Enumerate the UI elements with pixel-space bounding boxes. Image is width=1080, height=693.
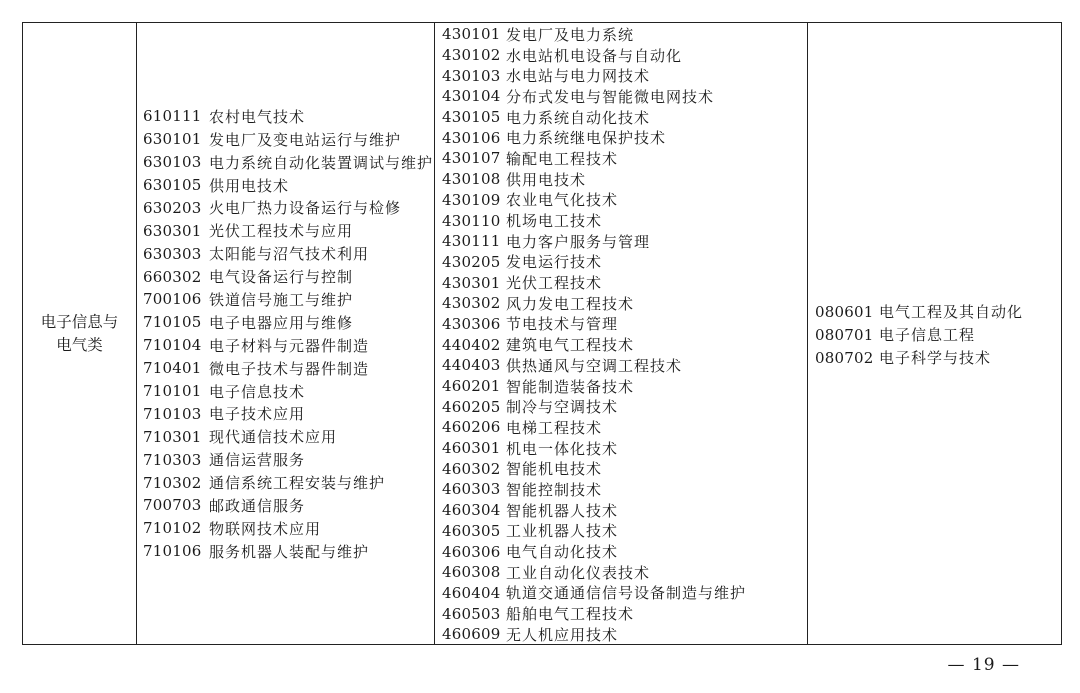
major-name: 电力系统自动化技术 xyxy=(506,108,651,127)
major-name: 供用电技术 xyxy=(506,170,587,189)
major-code: 460305 xyxy=(442,521,501,540)
major-code: 430306 xyxy=(442,314,501,333)
major-name: 分布式发电与智能微电网技术 xyxy=(506,87,715,106)
major-row xyxy=(143,517,433,540)
major-code: 710106 xyxy=(143,542,202,561)
major-row xyxy=(143,288,433,311)
higher-vocational-majors-list xyxy=(435,23,807,645)
page-number: — 19 — xyxy=(947,655,1020,675)
major-name: 电气自动化技术 xyxy=(506,543,619,562)
major-row xyxy=(143,425,433,448)
major-code: 080701 xyxy=(815,325,874,344)
major-name: 电子电器应用与维修 xyxy=(209,313,354,332)
major-code: 630301 xyxy=(143,221,202,240)
major-name: 智能控制技术 xyxy=(506,480,603,499)
major-name: 现代通信技术应用 xyxy=(209,428,338,447)
major-name: 电气设备运行与控制 xyxy=(209,268,354,287)
major-name: 无人机应用技术 xyxy=(506,625,619,644)
major-row xyxy=(143,151,433,174)
major-code: 440403 xyxy=(442,356,501,375)
major-row xyxy=(442,107,807,128)
major-code: 460308 xyxy=(442,563,501,582)
major-name: 水电站机电设备与自动化 xyxy=(506,46,683,65)
major-row xyxy=(442,272,807,293)
major-row xyxy=(442,583,807,604)
major-code: 430301 xyxy=(442,273,501,292)
major-row xyxy=(143,196,433,219)
major-code: 460302 xyxy=(442,459,501,478)
major-name: 发电厂及电力系统 xyxy=(506,25,635,44)
major-name: 输配电工程技术 xyxy=(506,149,619,168)
major-name: 服务机器人装配与维护 xyxy=(209,542,370,561)
major-row xyxy=(143,334,433,357)
major-code: 430108 xyxy=(442,170,501,189)
major-name: 机场电工技术 xyxy=(506,212,603,231)
major-code: 430110 xyxy=(442,211,501,230)
major-row xyxy=(442,65,807,86)
undergraduate-majors-cell xyxy=(808,23,1063,645)
major-code: 710302 xyxy=(143,473,202,492)
major-code: 710401 xyxy=(143,359,202,378)
category-label-line2: 电气类 xyxy=(56,335,103,354)
major-catalog-table xyxy=(22,22,1062,645)
major-row xyxy=(442,334,807,355)
major-code: 710104 xyxy=(143,336,202,355)
major-code: 430302 xyxy=(442,294,501,313)
major-name: 智能机器人技术 xyxy=(506,501,619,520)
major-name: 微电子技术与器件制造 xyxy=(209,359,370,378)
major-code: 660302 xyxy=(143,267,202,286)
major-row xyxy=(442,376,807,397)
major-name: 建筑电气工程技术 xyxy=(506,336,635,355)
major-name: 轨道交通通信信号设备制造与维护 xyxy=(506,584,747,603)
major-row xyxy=(442,86,807,107)
major-name: 通信运营服务 xyxy=(209,451,306,470)
major-code: 700106 xyxy=(143,290,202,309)
major-code: 460201 xyxy=(442,377,501,396)
major-code: 430111 xyxy=(442,232,501,251)
major-name: 通信系统工程安装与维护 xyxy=(209,474,386,493)
major-row xyxy=(143,174,433,197)
category-cell xyxy=(23,23,137,645)
major-name: 电子信息工程 xyxy=(879,326,976,345)
major-name: 机电一体化技术 xyxy=(506,439,619,458)
major-code: 430107 xyxy=(442,149,501,168)
major-code: 430101 xyxy=(442,25,501,44)
major-name: 船舶电气工程技术 xyxy=(506,605,635,624)
major-name: 供用电技术 xyxy=(209,176,290,195)
major-row xyxy=(143,357,433,380)
major-code: 460306 xyxy=(442,542,501,561)
major-row xyxy=(143,471,433,494)
major-code: 710103 xyxy=(143,404,202,423)
secondary-majors-list xyxy=(137,105,433,563)
major-row xyxy=(442,438,807,459)
major-name: 智能制造装备技术 xyxy=(506,377,635,396)
major-code: 700703 xyxy=(143,496,202,515)
major-code: 630103 xyxy=(143,153,202,172)
major-row xyxy=(442,252,807,273)
major-row xyxy=(143,128,433,151)
major-name: 太阳能与沼气技术利用 xyxy=(209,245,370,264)
major-code: 430102 xyxy=(442,46,501,65)
major-name: 电子材料与元器件制造 xyxy=(209,336,370,355)
major-code: 460304 xyxy=(442,501,501,520)
major-code: 630101 xyxy=(143,130,202,149)
major-row xyxy=(815,300,1023,323)
major-code: 630303 xyxy=(143,244,202,263)
major-name: 电子技术应用 xyxy=(209,405,306,424)
major-code: 430205 xyxy=(442,252,501,271)
major-name: 物联网技术应用 xyxy=(209,519,322,538)
major-name: 工业机器人技术 xyxy=(506,522,619,541)
major-code: 430109 xyxy=(442,190,501,209)
major-code: 460404 xyxy=(442,583,501,602)
major-row xyxy=(815,346,1023,369)
major-name: 光伏工程技术与应用 xyxy=(209,222,354,241)
major-code: 460301 xyxy=(442,439,501,458)
major-row xyxy=(442,24,807,45)
major-row xyxy=(442,231,807,252)
major-row xyxy=(143,219,433,242)
major-name: 制冷与空调技术 xyxy=(506,398,619,417)
major-row xyxy=(442,458,807,479)
major-row xyxy=(442,314,807,335)
major-name: 电气工程及其自动化 xyxy=(879,303,1024,322)
major-name: 电力客户服务与管理 xyxy=(506,232,651,251)
major-row xyxy=(442,293,807,314)
major-name: 供热通风与空调工程技术 xyxy=(506,356,683,375)
major-row xyxy=(442,355,807,376)
major-name: 发电厂及变电站运行与维护 xyxy=(209,130,402,149)
major-row xyxy=(143,380,433,403)
major-row xyxy=(442,521,807,542)
major-name: 电子科学与技术 xyxy=(879,349,992,368)
major-code: 430106 xyxy=(442,128,501,147)
major-code: 710105 xyxy=(143,313,202,332)
major-code: 710102 xyxy=(143,519,202,538)
undergraduate-majors-list xyxy=(808,298,1023,369)
major-row xyxy=(442,541,807,562)
major-row xyxy=(442,479,807,500)
major-row xyxy=(442,190,807,211)
major-code: 430103 xyxy=(442,66,501,85)
major-name: 发电运行技术 xyxy=(506,253,603,272)
higher-vocational-majors-cell xyxy=(435,23,808,645)
major-row xyxy=(442,169,807,190)
major-row xyxy=(442,603,807,624)
major-name: 邮政通信服务 xyxy=(209,496,306,515)
major-row xyxy=(442,562,807,583)
major-code: 430104 xyxy=(442,87,501,106)
major-code: 460303 xyxy=(442,480,501,499)
major-row xyxy=(442,148,807,169)
major-name: 水电站与电力网技术 xyxy=(506,67,651,86)
major-name: 电子信息技术 xyxy=(209,382,306,401)
major-name: 铁道信号施工与维护 xyxy=(209,290,354,309)
major-name: 火电厂热力设备运行与检修 xyxy=(209,199,402,218)
major-name: 智能机电技术 xyxy=(506,460,603,479)
major-name: 农业电气化技术 xyxy=(506,191,619,210)
major-name: 光伏工程技术 xyxy=(506,274,603,293)
major-row xyxy=(442,396,807,417)
major-code: 460205 xyxy=(442,397,501,416)
major-code: 440402 xyxy=(442,335,501,354)
major-row xyxy=(143,242,433,265)
major-name: 电力系统继电保护技术 xyxy=(506,129,667,148)
major-code: 710301 xyxy=(143,427,202,446)
major-row xyxy=(143,494,433,517)
major-row xyxy=(442,417,807,438)
major-name: 电力系统自动化装置调试与维护 xyxy=(209,153,434,172)
major-name: 节电技术与管理 xyxy=(506,315,619,334)
major-row xyxy=(442,210,807,231)
major-code: 630203 xyxy=(143,198,202,217)
major-name: 农村电气技术 xyxy=(209,107,306,126)
major-row xyxy=(143,402,433,425)
major-code: 710101 xyxy=(143,382,202,401)
major-name: 电梯工程技术 xyxy=(506,418,603,437)
major-code: 080601 xyxy=(815,302,874,321)
major-row xyxy=(143,540,433,563)
major-code: 610111 xyxy=(143,107,202,126)
major-code: 460206 xyxy=(442,418,501,437)
major-row xyxy=(442,127,807,148)
major-code: 430105 xyxy=(442,108,501,127)
major-code: 460503 xyxy=(442,604,501,623)
major-row xyxy=(442,45,807,66)
major-name: 风力发电工程技术 xyxy=(506,294,635,313)
category-label-line1: 电子信息与 xyxy=(40,312,119,331)
major-row xyxy=(442,500,807,521)
major-code: 460609 xyxy=(442,625,501,644)
major-code: 710303 xyxy=(143,450,202,469)
major-row xyxy=(442,624,807,645)
major-row xyxy=(815,323,1023,346)
major-row xyxy=(143,265,433,288)
major-name: 工业自动化仪表技术 xyxy=(506,563,651,582)
major-row xyxy=(143,105,433,128)
major-code: 080702 xyxy=(815,348,874,367)
secondary-majors-cell xyxy=(137,23,435,645)
major-row xyxy=(143,311,433,334)
major-row xyxy=(143,448,433,471)
major-code: 630105 xyxy=(143,176,202,195)
